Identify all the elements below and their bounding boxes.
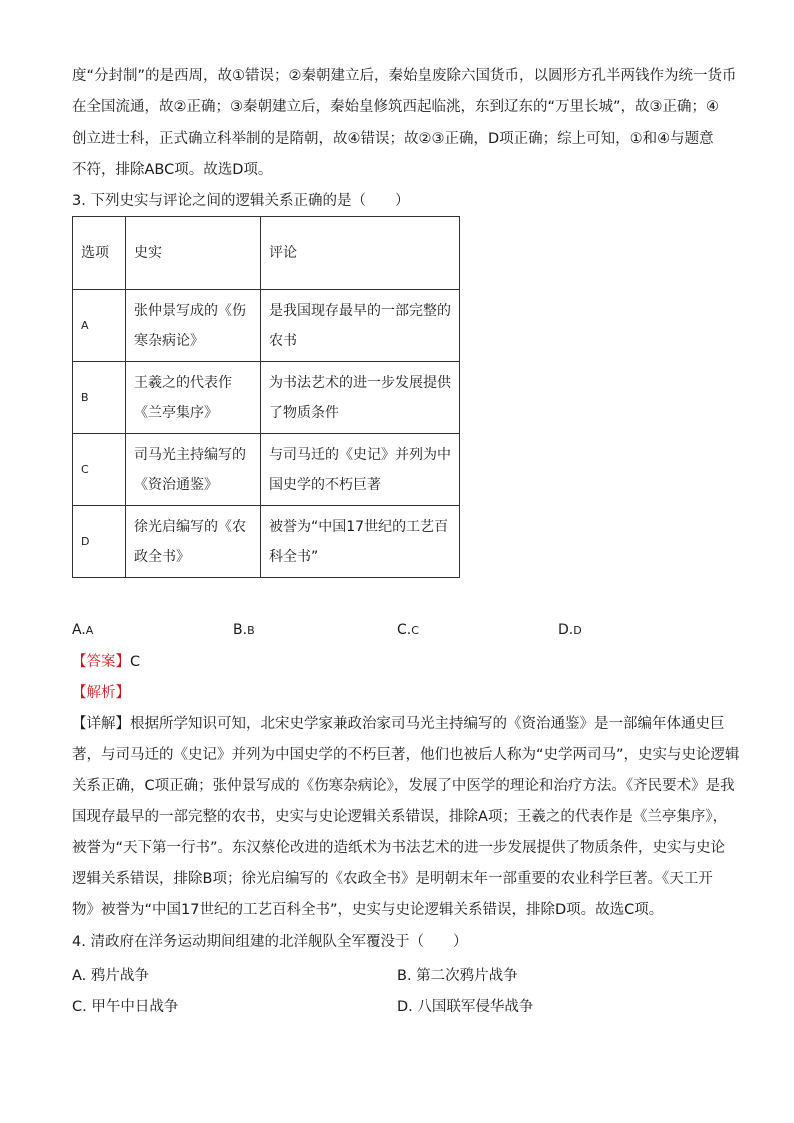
option-a[interactable]: A.A	[72, 622, 94, 638]
table-row	[73, 506, 460, 578]
q4-choice-a[interactable]: A. 鸦片战争	[72, 968, 149, 984]
detail-line-6: 逻辑关系错误，排除B项；徐光启编写的《农政全书》是明朝末年一部重要的农业科学巨著。《天工开	[72, 871, 713, 887]
header-fact: 史实	[126, 217, 261, 290]
analysis-tag: 【解析】	[72, 685, 130, 701]
question-3-stem: 3. 下列史实与评论之间的逻辑关系正确的是（ ）	[72, 193, 410, 209]
header-option: 选项	[73, 217, 126, 290]
row-fact: 徐光启编写的《农政全书》	[126, 506, 261, 578]
row-fact: 王羲之的代表作《兰亭集序》	[126, 362, 261, 434]
q4-choice-b[interactable]: B. 第二次鸦片战争	[397, 968, 518, 984]
intro-line-2: 在全国流通，故②正确；③秦朝建立后，秦始皇修筑西起临洮，东到辽东的“万里长城”，故③正确；④	[72, 99, 720, 115]
q4-choice-c[interactable]: C. 甲午中日战争	[72, 999, 179, 1015]
row-option-key: D	[73, 506, 126, 578]
table-row	[73, 434, 460, 506]
option-b[interactable]: B.B	[233, 622, 255, 638]
row-option-key: B	[73, 362, 126, 434]
row-fact: 司马光主持编写的《资治通鉴》	[126, 434, 261, 506]
row-option-key: A	[73, 290, 126, 362]
detail-line-5: 被誉为“天下第一行书”。东汉蔡伦改进的造纸术为书法艺术的进一步发展提供了物质条件，史实与史论	[72, 840, 726, 856]
answer-tag: 【答案】	[72, 654, 130, 670]
option-d[interactable]: D.D	[558, 622, 582, 638]
detail-line-3: 关系正确，C项正确；张仲景写成的《伤寒杂病论》，发展了中医学的理论和治疗方法。《齐民要术》是我	[72, 778, 735, 794]
row-comment: 为书法艺术的进一步发展提供了物质条件	[261, 362, 460, 434]
table-row	[73, 290, 460, 362]
row-comment: 被誉为“中国17世纪的工艺百科全书”	[261, 506, 460, 578]
row-option-key: C	[73, 434, 126, 506]
option-c[interactable]: C.C	[397, 622, 419, 638]
detail-line-2: 著，与司马迁的《史记》并列为中国史学的不朽巨著，他们也被后人称为“史学两司马”，史实与史论逻辑	[72, 747, 740, 763]
intro-line-3: 创立进士科，正式确立科举制的是隋朝，故④错误；故②③正确，D项正确；综上可知，①和④与题意	[72, 131, 714, 147]
row-comment: 是我国现存最早的一部完整的农书	[261, 290, 460, 362]
row-comment: 与司马迁的《史记》并列为中国史学的不朽巨著	[261, 434, 460, 506]
answer-value: C	[130, 654, 141, 670]
analysis-line	[72, 683, 130, 703]
answer-line	[72, 652, 140, 672]
detail-line-1: 【详解】根据所学知识可知，北宋史学家兼政治家司马光主持编写的《资治通鉴》是一部编年体通史巨	[72, 716, 725, 732]
table-row	[73, 362, 460, 434]
header-comment: 评论	[261, 217, 460, 290]
question-3-table	[72, 216, 460, 578]
question-4-stem: 4. 清政府在洋务运动期间组建的北洋舰队全军覆没于（ ）	[72, 934, 468, 950]
intro-line-1: 度“分封制”的是西周，故①错误；②秦朝建立后，秦始皇废除六国货币，以圆形方孔半两钱作为统一货币	[72, 68, 737, 84]
detail-line-4: 国现存最早的一部完整的农书，史实与史论逻辑关系错误，排除A项；王羲之的代表作是《兰亭集序》，	[72, 809, 728, 825]
intro-line-4: 不符，排除ABC项。故选D项。	[72, 162, 273, 178]
q4-choice-d[interactable]: D. 八国联军侵华战争	[397, 999, 534, 1015]
detail-line-7: 物》被誉为“中国17世纪的工艺百科全书”，史实与史论逻辑关系错误，排除D项。故选C项。	[72, 902, 664, 918]
row-fact: 张仲景写成的《伤寒杂病论》	[126, 290, 261, 362]
table-header-row	[73, 217, 460, 290]
